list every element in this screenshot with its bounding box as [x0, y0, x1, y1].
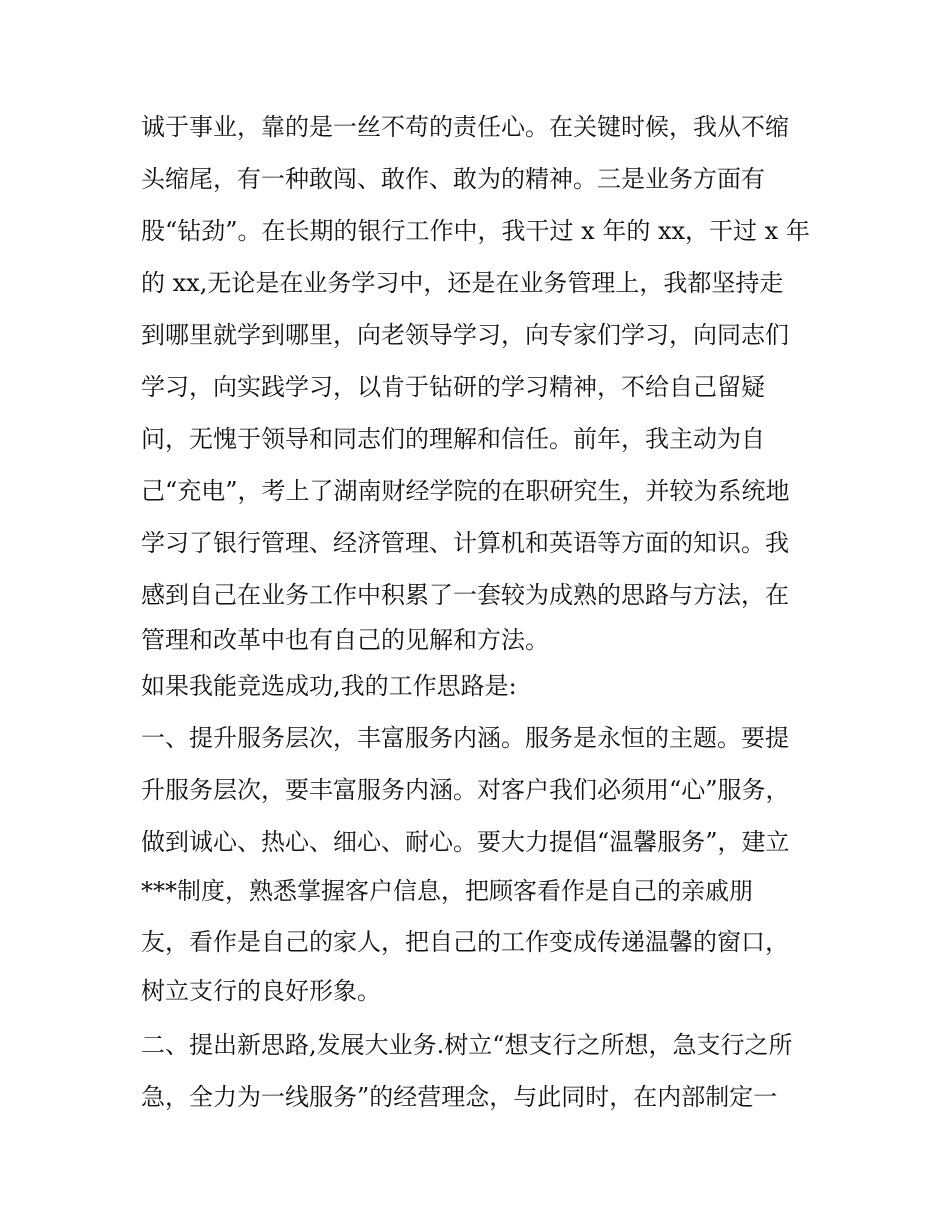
text-line-3: 股“钻劲”。在长期的银行工作中，我干过 x 年的 xx，干过 x 年: [141, 217, 810, 245]
text-line-1: 诚于事业，靠的是一丝不苟的责任心。在关键时候，我从不缩: [141, 113, 789, 141]
text-line-14: 升服务层次，要丰富服务内涵。对客户我们必须用“心”服务，: [141, 776, 790, 804]
text-line-19: 二、提出新思路,发展大业务.树立“想支行之所想，急支行之所: [141, 1031, 793, 1059]
text-line-20: 急，全力为一线服务”的经营理念，与此同时，在内部制定一: [141, 1083, 778, 1111]
text-line-11: 管理和改革中也有自己的见解和方法。: [141, 626, 549, 654]
text-line-17: 友，看作是自己的家人，把自己的工作变成传递温馨的窗口，: [141, 928, 789, 956]
text-line-2: 头缩尾，有一种敢闯、敢作、敢为的精神。三是业务方面有: [141, 165, 765, 193]
text-line-4: 的 xx,无论是在业务学习中，还是在业务管理上，我都坚持走: [141, 269, 784, 297]
text-line-7: 问，无愧于领导和同志们的理解和信任。前年，我主动为自: [141, 425, 765, 453]
text-line-5: 到哪里就学到哪里，向老领导学习，向专家们学习，向同志们: [141, 321, 789, 349]
text-line-15: 做到诚心、热心、细心、耐心。要大力提倡“温馨服务”，建立: [141, 828, 790, 856]
text-line-12: 如果我能竞选成功,我的工作思路是:: [141, 672, 517, 700]
text-line-9: 学习了银行管理、经济管理、计算机和英语等方面的知识。我: [141, 529, 789, 557]
text-line-10: 感到自己在业务工作中积累了一套较为成熟的思路与方法，在: [141, 581, 789, 609]
text-line-8: 己“充电”，考上了湖南财经学院的在职研究生，并较为系统地: [141, 477, 790, 505]
text-line-16: ***制度，熟悉掌握客户信息，把顾客看作是自己的亲戚朋: [141, 877, 753, 905]
text-line-18: 树立支行的良好形象。: [141, 977, 381, 1005]
text-line-13: 一、提升服务层次，丰富服务内涵。服务是永恒的主题。要提: [141, 724, 789, 752]
text-line-6: 学习，向实践学习，以肯于钻研的学习精神，不给自己留疑: [141, 373, 765, 401]
